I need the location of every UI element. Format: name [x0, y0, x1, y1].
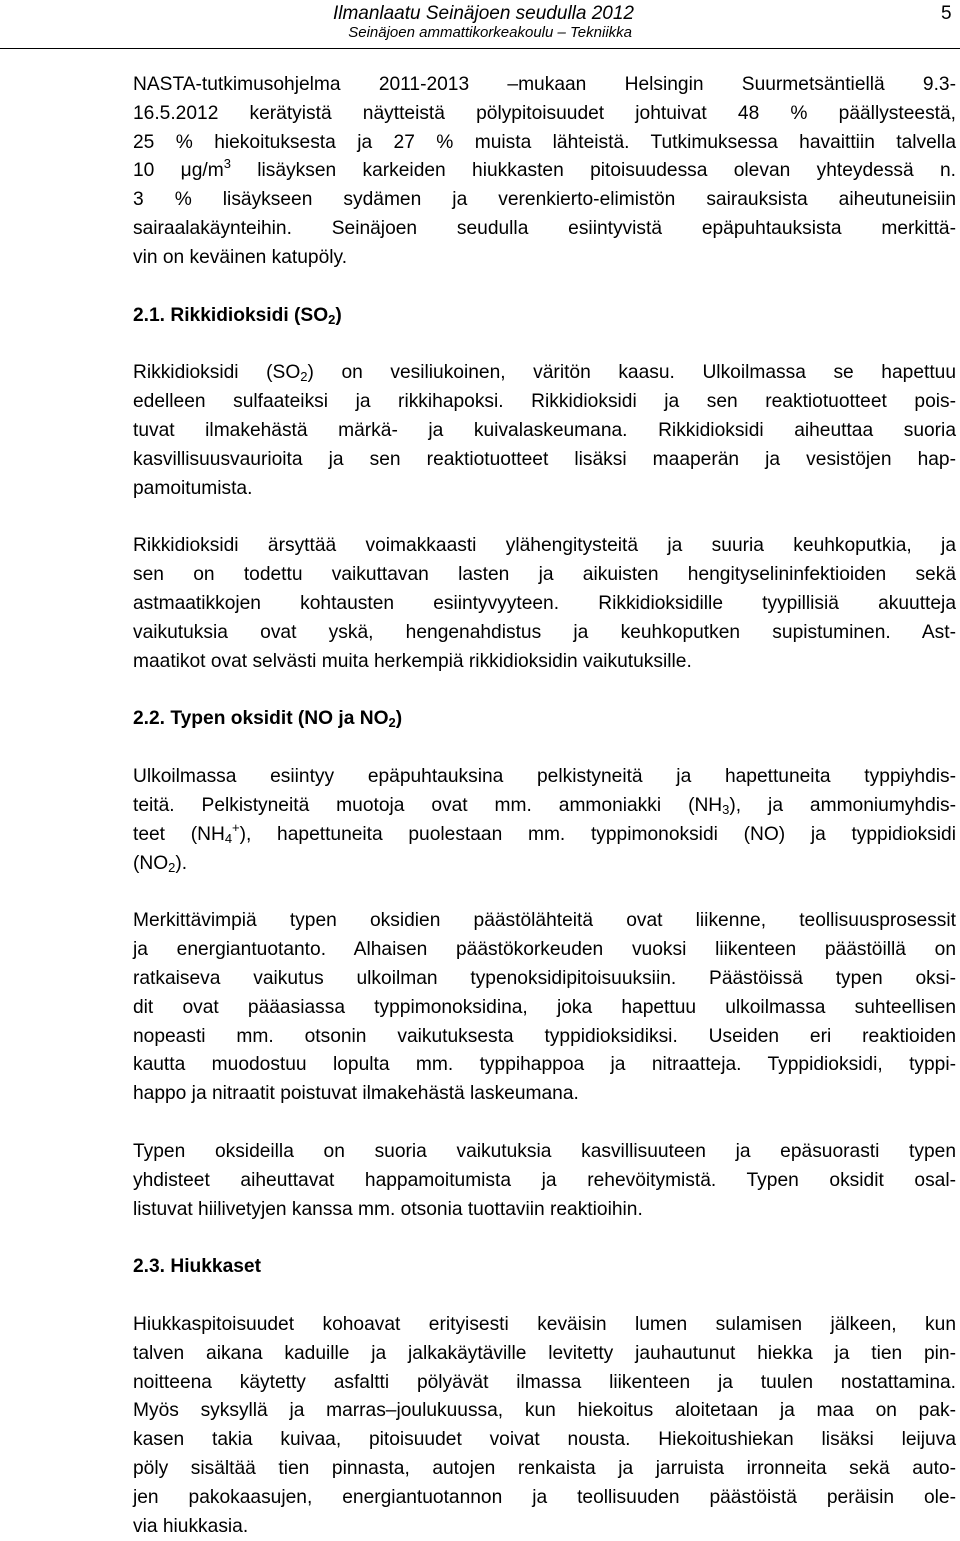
- text-line: talven aikana kaduille ja jalkakäytäville levitetty jauhautunut hiekka ja tien pin-: [133, 1342, 956, 1364]
- text-line: nopeasti mm. otsonin vaikutuksesta typpidioksidiksi. Useiden eri reaktioiden: [133, 1025, 956, 1047]
- nitrogen-oxides-paragraph-2: [133, 907, 956, 1109]
- page-header: [0, 0, 960, 50]
- nitrogen-oxides-paragraph-3: [133, 1138, 956, 1224]
- nitrogen-oxides-paragraph-1: [133, 763, 956, 878]
- text-line: noitteena käytetty asfaltti pölyävät ilmassa liikenteen ja tuulen nostattamina.: [133, 1371, 956, 1393]
- text-line: astmaatikkojen kohtausten esiintyvyyteen. Rikkidioksidille tyypillisiä akuutteja: [133, 592, 956, 614]
- header-rule: [0, 48, 960, 49]
- text-line: Rikkidioksidi $(SO_2)$ on vesiliukoinen, väritön kaasu. Ulkoilmassa se hapettuu: [133, 362, 956, 385]
- text-line: sen on todettu vaikuttavan lasten ja aikuisten hengityselininfektioiden sekä: [133, 564, 956, 586]
- document-body: [133, 71, 956, 1541]
- text-line: kasen takia kuivaa, pitoisuudet voivat nousta. Hiekoitushiekan lisäksi leijuva: [133, 1429, 956, 1451]
- text-line: dit ovat pääasiassa typpimonoksidina, joka hapettuu ulkoilmassa suhteellisen: [133, 996, 956, 1018]
- text-line: ratkaiseva vaikutus ulkoilman typenoksidipitoisuuksiin. Päästöissä typen oksi-: [133, 967, 956, 989]
- text-line: tuvat ilmakehästä märkä- ja kuivalaskeumana. Rikkidioksidi aiheuttaa suoria: [133, 419, 956, 441]
- text-line: kautta muodostuu lopulta mm. typpihappoa ja nitraatteja. Typpidioksidi, typpi-: [133, 1054, 956, 1076]
- text-line: pamoitumista.: [133, 477, 253, 499]
- text-line: maatikot ovat selvästi muita herkempiä rikkidioksidin vaikutuksille.: [133, 650, 692, 672]
- text-line: vin on keväinen katupöly.: [133, 246, 348, 268]
- text-line: 25 % hiekoituksesta ja 27 % muista lähteistä. Tutkimuksessa havaittiin talvella: [133, 131, 956, 153]
- section-heading-sulfur-dioxide: 2.1. Rikkidioksidi $(SO_2)$: [133, 304, 342, 327]
- intro-paragraph: [133, 71, 956, 273]
- text-line: Merkittävimpiä typen oksidien päästölähteitä ovat liikenne, teollisuusprosessit: [133, 910, 956, 932]
- text-line: kasvillisuusvaurioita ja sen reaktiotuotteet lisäksi maaperän ja vesistöjen hap-: [133, 448, 956, 470]
- text-line: Ulkoilmassa esiintyy epäpuhtauksina pelkistyneitä ja hapettuneita typpiyhdis-: [133, 766, 956, 788]
- text-line: Hiukkaspitoisuudet kohoavat erityisesti keväisin lumen sulamisen jälkeen, kun: [133, 1314, 956, 1336]
- text-line: 16.5.2012 kerätyistä näytteistä pölypitoisuudet johtuivat 48 % päällysteestä,: [133, 102, 956, 124]
- header-title: Ilmanlaatu Seinäjoen seudulla 2012: [332, 3, 634, 24]
- text-line: NASTA-tutkimusohjelma 2011-2013 –mukaan Helsingin Suurmetsäntiellä 9.3-: [133, 74, 956, 95]
- section-heading-nitrogen-oxides: 2.2. Typen oksidit (NO ja $NO_2$): [133, 708, 403, 731]
- section-heading-particles: 2.3. Hiukkaset: [133, 1256, 261, 1278]
- page-number: 5: [941, 3, 952, 24]
- text-line: edelleen sulfaateiksi ja rikkihapoksi. Rikkidioksidi ja sen reaktiotuotteet pois-: [133, 391, 956, 413]
- text-line: vaikutuksia ovat yskä, hengenahdistus ja keuhkoputken supistuminen. Ast-: [133, 621, 956, 643]
- text-line: teet $(NH_4^+)$, hapettuneita puolestaan mm. typpimonoksidi (NO) ja typpidioksidi: [133, 819, 956, 846]
- text-line: Typen oksideilla on suoria vaikutuksia kasvillisuuteen ja epäsuorasti typen: [133, 1140, 956, 1162]
- text-line: Myös syksyllä ja marras–joulukuussa, kun hiekoitus aloitetaan ja maa on pak-: [133, 1400, 956, 1422]
- sulfur-dioxide-paragraph-2: [133, 532, 956, 676]
- text-line: $(NO_2)$.: [133, 852, 188, 875]
- text-line: 10 $\mu g/m^3$ lisäyksen karkeiden hiukkasten pitoisuudessa olevan yhteydessä n.: [133, 156, 956, 182]
- particles-paragraph-1: [133, 1311, 956, 1541]
- text-line: pöly sisältää tien pinnasta, autojen renkaista ja jarruista irronneita sekä auto-: [133, 1458, 956, 1480]
- text-line: sairaalakäynteihin. Seinäjoen seudulla esiintyvistä epäpuhtauksista merkittä-: [133, 217, 956, 239]
- text-line: teitä. Pelkistyneitä muotoja ovat mm. ammoniakki $(NH_3)$, ja ammoniumyhdis-: [133, 794, 956, 817]
- text-line: jen pakokaasujen, energiantuotannon ja teollisuuden päästöistä peräisin ole-: [133, 1486, 956, 1508]
- text-line: listuvat hiilivetyjen kanssa mm. otsonia tuottaviin reaktioihin.: [133, 1198, 643, 1220]
- text-line: ja energiantuotanto. Alhaisen päästökorkeuden vuoksi liikenteen päästöillä on: [133, 939, 956, 961]
- text-line: via hiukkasia.: [133, 1515, 249, 1537]
- text-line: yhdisteet aiheuttavat happamoitumista ja rehevöitymistä. Typen oksidit osal-: [133, 1169, 956, 1191]
- text-line: 3 % lisäykseen sydämen ja verenkierto-elimistön sairauksista aiheutuneisiin: [133, 189, 956, 211]
- text-line: Rikkidioksidi ärsyttää voimakkaasti ylähengitysteitä ja suuria keuhkoputkia, ja: [133, 535, 956, 557]
- header-subtitle: Seinäjoen ammattikorkeakoulu – Tekniikka: [348, 24, 632, 41]
- text-line: happo ja nitraatit poistuvat ilmakehästä laskeumana.: [133, 1083, 579, 1105]
- sulfur-dioxide-paragraph-1: [133, 359, 956, 503]
